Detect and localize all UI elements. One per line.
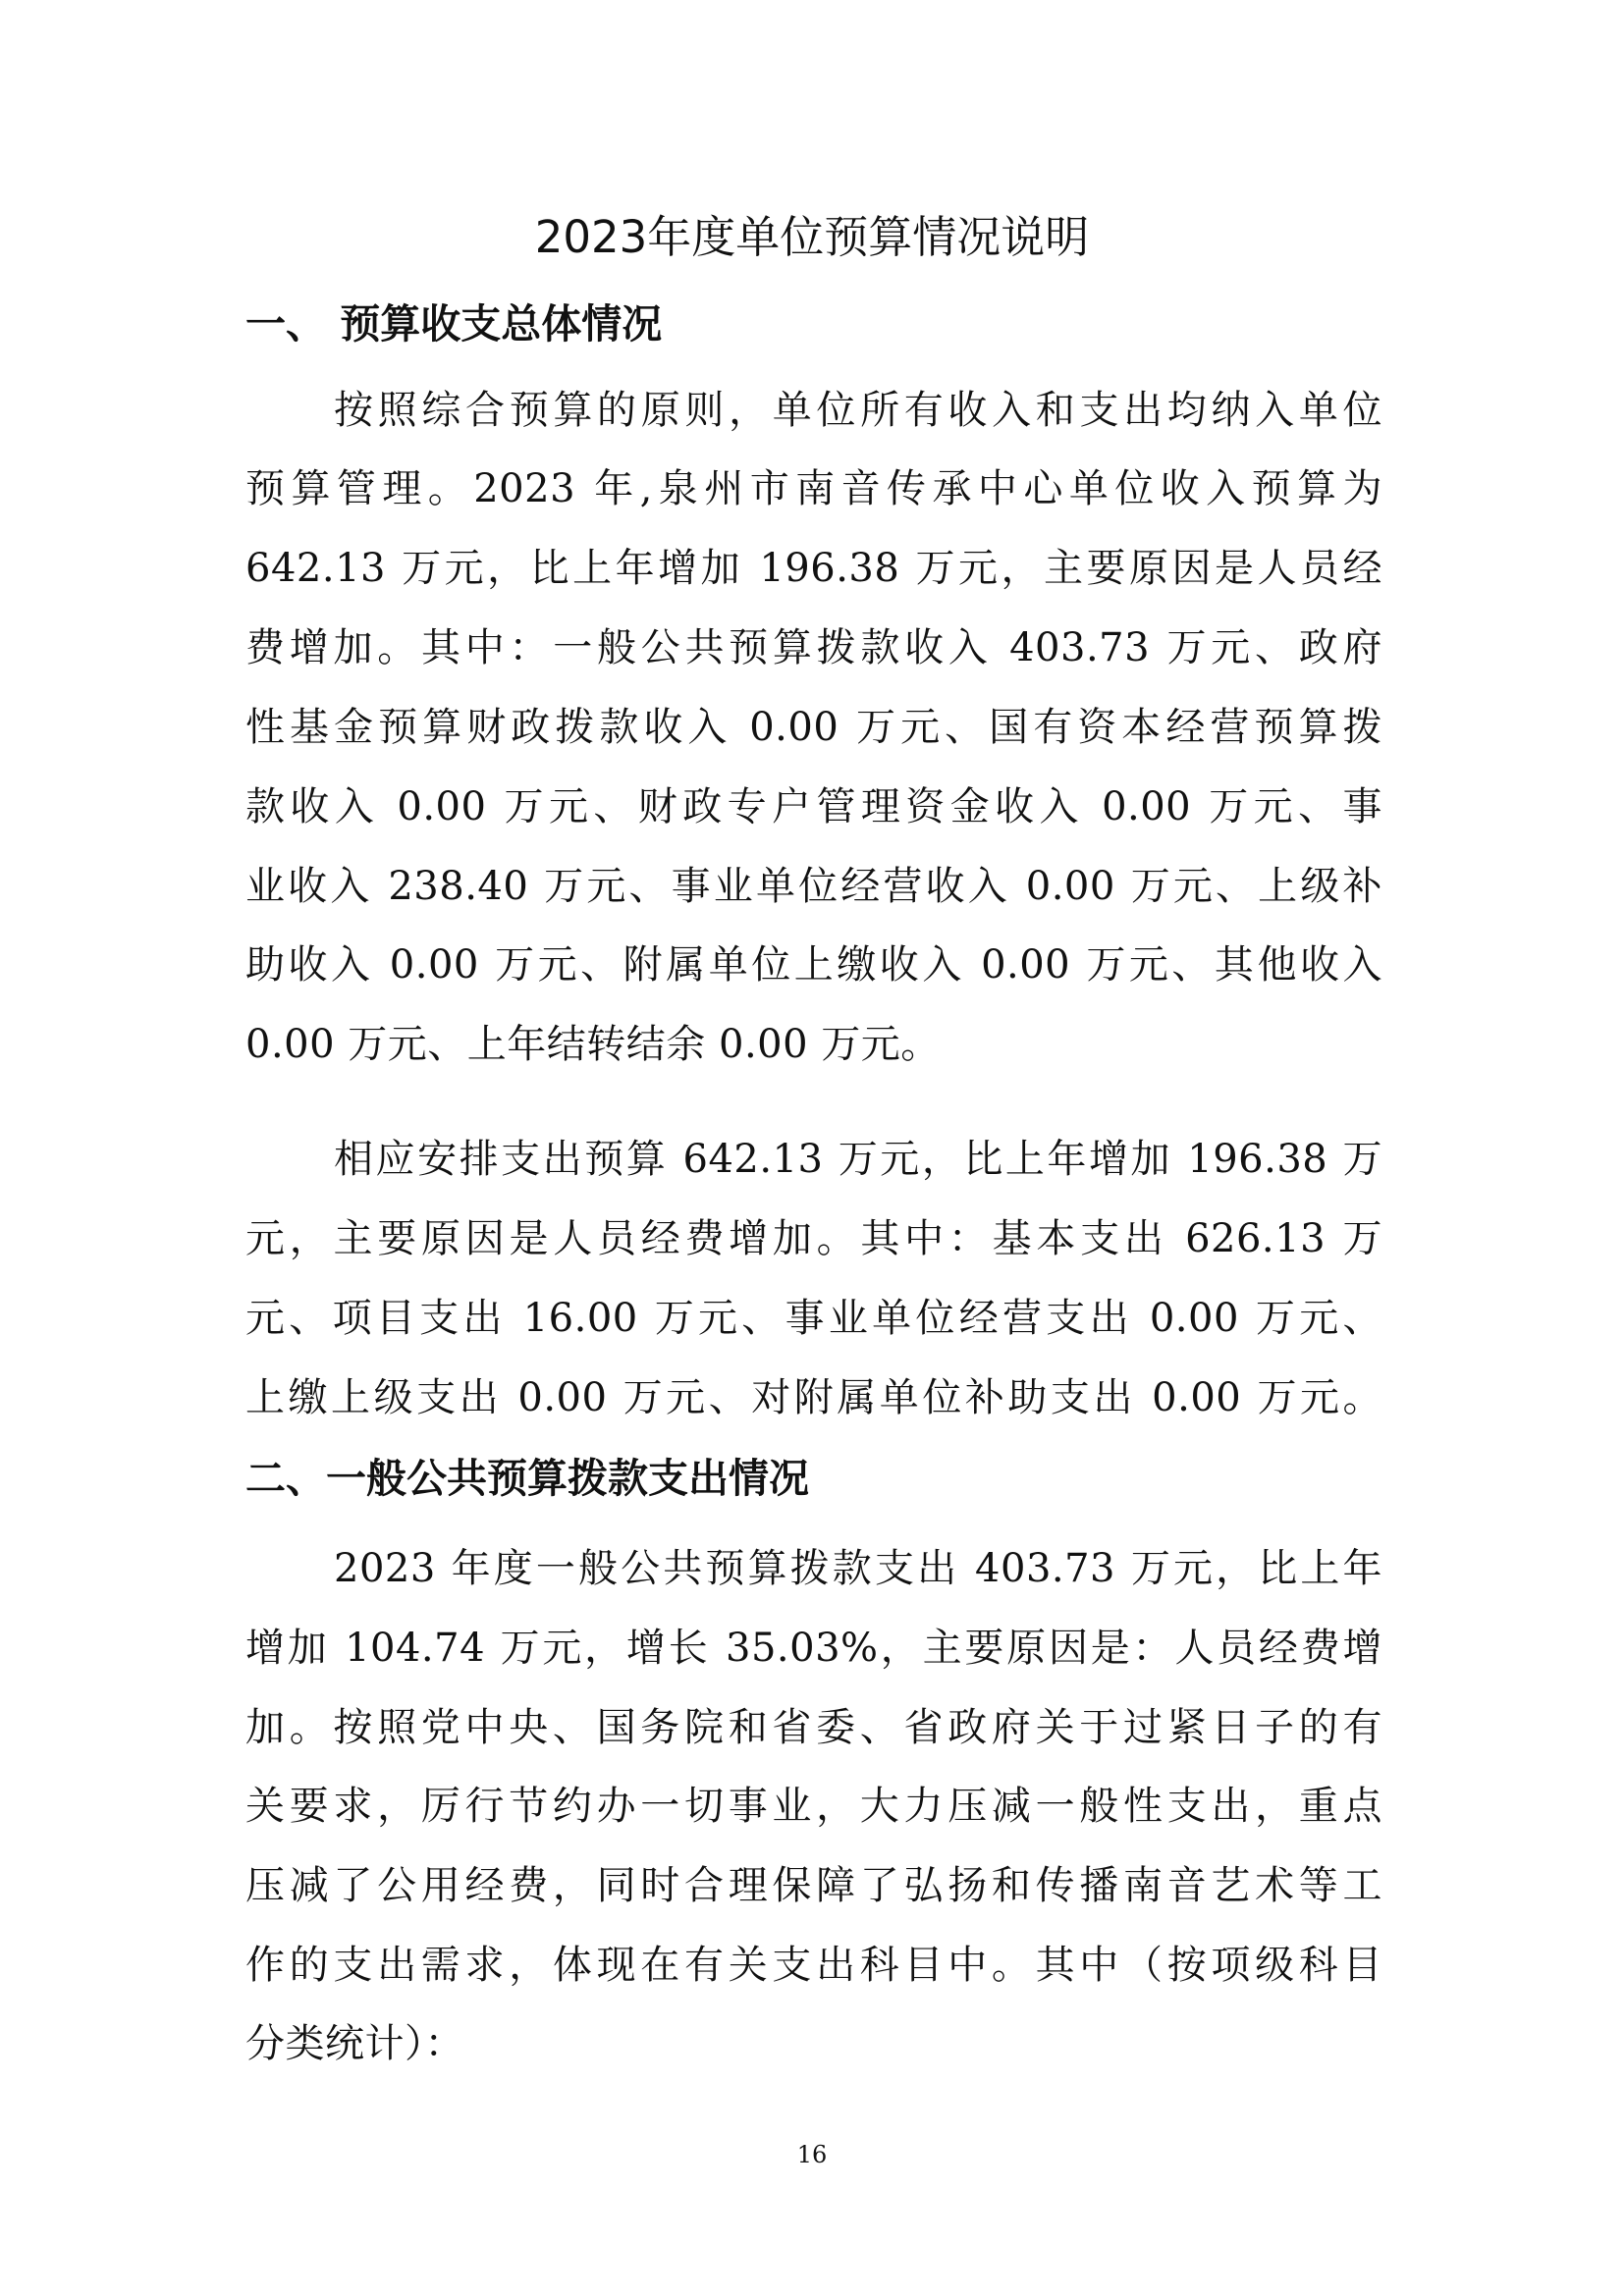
paragraph-line: 元，主要原因是人员经费增加。其中：基本支出 626.13 万: [245, 1216, 1382, 1261]
paragraph-line: 费增加。其中：一般公共预算拨款收入 403.73 万元、政府: [245, 625, 1382, 670]
paragraph-line: 加。按照党中央、国务院和省委、省政府关于过紧日子的有: [245, 1705, 1382, 1750]
paragraph-line: 性基金预算财政拨款收入 0.00 万元、国有资本经营预算拨: [245, 705, 1382, 750]
paragraph-line: 关要求，厉行节约办一切事业，大力压减一般性支出，重点: [245, 1784, 1382, 1829]
paragraph-line: 增加 104.74 万元，增长 35.03%，主要原因是：人员经费增: [245, 1626, 1382, 1671]
paragraph-line: 上缴上级支出 0.00 万元、对附属单位补助支出 0.00 万元。: [245, 1375, 1382, 1420]
paragraph-line: 按照综合预算的原则，单位所有收入和支出均纳入单位: [334, 388, 1382, 433]
paragraph-line: 0.00 万元、上年结转结余 0.00 万元。: [245, 1022, 941, 1067]
paragraph-line: 分类统计）：: [245, 2021, 464, 2066]
paragraph-line: 相应安排支出预算 642.13 万元，比上年增加 196.38 万: [334, 1137, 1382, 1182]
paragraph-line: 作的支出需求，体现在有关支出科目中。其中（按项级科目: [245, 1943, 1382, 1988]
page-number: 16: [796, 2141, 828, 2168]
paragraph-line: 压减了公用经费，同时合理保障了弘扬和传播南音艺术等工: [245, 1863, 1382, 1908]
paragraph-line: 642.13 万元，比上年增加 196.38 万元，主要原因是人员经: [245, 546, 1382, 591]
section-heading-budget-overview: 一、 预算收支总体情况: [245, 300, 663, 347]
document-title: 2023年度单位预算情况说明: [534, 211, 1090, 263]
paragraph-line: 2023 年度一般公共预算拨款支出 403.73 万元，比上年: [334, 1546, 1382, 1591]
paragraph-line: 预算管理。2023 年,泉州市南音传承中心单位收入预算为: [245, 466, 1382, 511]
section-heading-general-budget-expenditure: 二、一般公共预算拨款支出情况: [245, 1455, 809, 1502]
paragraph-line: 款收入 0.00 万元、财政专户管理资金收入 0.00 万元、事: [245, 784, 1382, 829]
paragraph-line: 业收入 238.40 万元、事业单位经营收入 0.00 万元、上级补: [245, 864, 1382, 909]
paragraph-line: 助收入 0.00 万元、附属单位上缴收入 0.00 万元、其他收入: [245, 942, 1382, 988]
paragraph-line: 元、项目支出 16.00 万元、事业单位经营支出 0.00 万元、: [245, 1296, 1382, 1341]
